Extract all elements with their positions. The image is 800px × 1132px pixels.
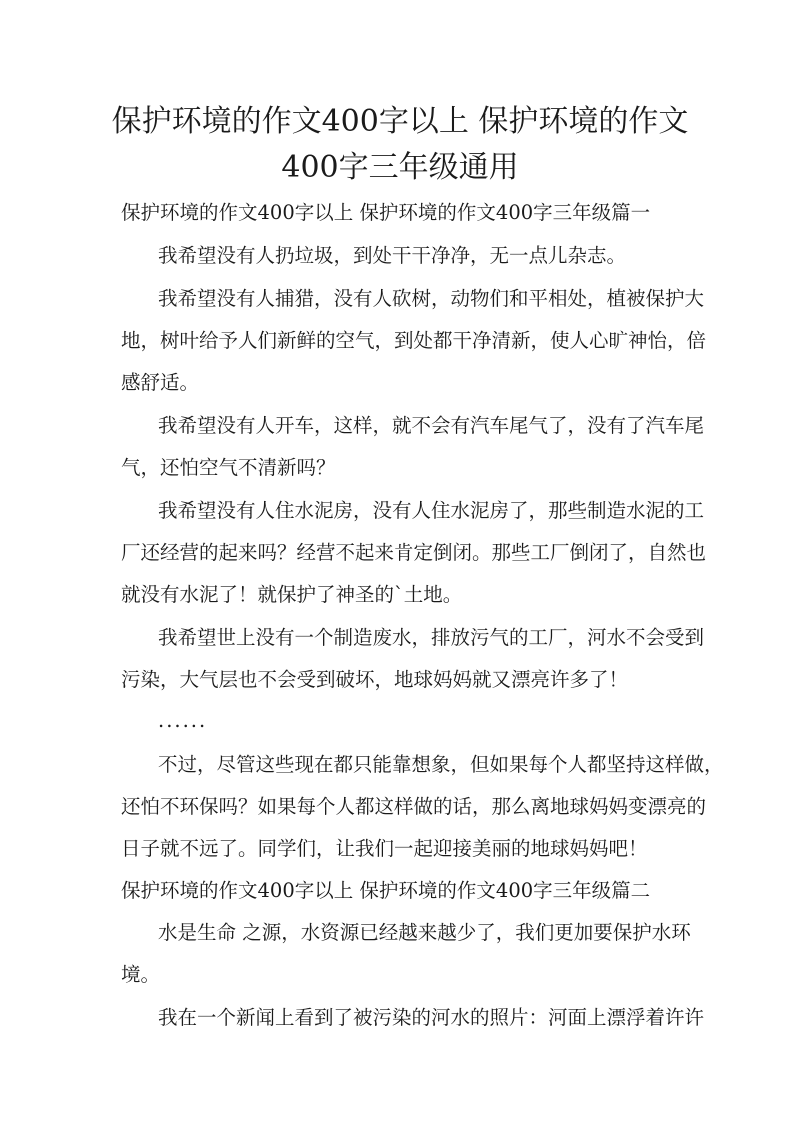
paragraph-line: 我希望没有人住水泥房，没有人住水泥房了，那些制造水泥的工 bbox=[158, 499, 705, 522]
paragraph-line: 日子就不远了。同学们，让我们一起迎接美丽的地球妈妈吧！ bbox=[121, 837, 648, 860]
paragraph-line: 我希望世上没有一个制造废水，排放污气的工厂，河水不会受到 bbox=[158, 626, 705, 649]
paragraph-line: 污染，大气层也不会受到破坏，地球妈妈就又漂亮许多了！ bbox=[121, 668, 629, 691]
document-title-line-2: 400字三年级通用 bbox=[281, 150, 519, 185]
paragraph-line: 感舒适。 bbox=[121, 371, 200, 394]
paragraph-line: 境。 bbox=[121, 963, 161, 986]
paragraph-line: 厂还经营的起来吗？经营不起来肯定倒闭。那些工厂倒闭了，自然也 bbox=[121, 541, 707, 564]
paragraph-line: 地，树叶给予人们新鲜的空气，到处都干净清新，使人心旷神怡，倍 bbox=[121, 329, 707, 352]
paragraph-ellipsis: ...... bbox=[158, 709, 208, 732]
paragraph-line: 我希望没有人扔垃圾，到处干干净净，无一点儿杂志。 bbox=[158, 244, 627, 267]
paragraph-line: 就没有水泥了！就保护了神圣的`土地。 bbox=[121, 583, 463, 606]
paragraph-line: 不过，尽管这些现在都只能靠想象，但如果每个人都坚持这样做， bbox=[158, 753, 724, 776]
paragraph-line: 水是生命 之源，水资源已经越来越少了，我们更加要保护水环 bbox=[158, 921, 691, 944]
paragraph-line: 我希望没有人捕猎，没有人砍树，动物们和平相处，植被保护大 bbox=[158, 287, 705, 310]
section-heading-2: 保护环境的作文400字以上 保护环境的作文400字三年级篇二 bbox=[121, 879, 651, 902]
document-title-line-1: 保护环境的作文400字以上 保护环境的作文 bbox=[111, 104, 689, 139]
section-heading-1: 保护环境的作文400字以上 保护环境的作文400字三年级篇一 bbox=[121, 201, 651, 224]
paragraph-line: 还怕不环保吗？如果每个人都这样做的话，那么离地球妈妈变漂亮的 bbox=[121, 795, 707, 818]
paragraph-line: 我在一个新闻上看到了被污染的河水的照片：河面上漂浮着许许 bbox=[158, 1006, 705, 1029]
paragraph-line: 我希望没有人开车，这样，就不会有汽车尾气了，没有了汽车尾 bbox=[158, 414, 705, 437]
paragraph-line: 气，还怕空气不清新吗？ bbox=[121, 456, 336, 479]
